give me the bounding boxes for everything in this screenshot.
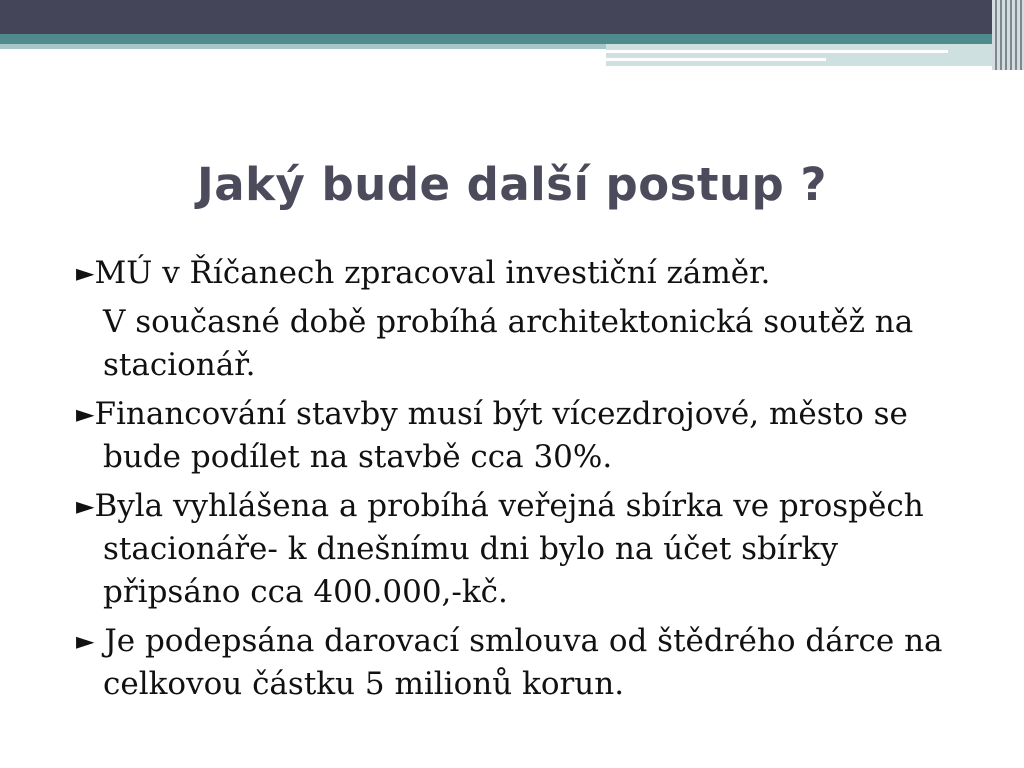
bullet-text: MÚ v Říčanech zpracoval investiční záměr. (94, 255, 771, 291)
header-right-block (606, 44, 1024, 66)
header-vertical-stripes (992, 0, 1024, 70)
continuation-paragraph (76, 301, 976, 387)
bullet-paragraph (76, 620, 976, 706)
bullet-arrow-icon: ► (76, 627, 95, 655)
header-band-teal (0, 34, 1024, 44)
header-right-line (606, 58, 826, 61)
bullet-paragraph (76, 252, 976, 295)
bullet-arrow-icon: ► (76, 400, 95, 428)
bullet-text: Byla vyhlášena a probíhá veřejná sbírka ve prospěch stacionáře- k dnešnímu dni bylo na účet sbírky připsáno cca 400.000,-kč. (94, 488, 924, 610)
bullet-paragraph (76, 393, 976, 479)
bullet-arrow-icon: ► (76, 492, 95, 520)
bullet-arrow-icon: ► (76, 259, 95, 287)
paragraph-text: V současné době probíhá architektonická soutěž na stacionář. (103, 304, 914, 383)
slide-title: Jaký bude další postup ? (196, 158, 827, 211)
bullet-text: Financování stavby musí být vícezdrojové, město se bude podílet na stavbě cca 30%. (94, 396, 908, 475)
slide-body (76, 252, 976, 712)
header-band-dark (0, 0, 1024, 34)
bullet-text: Je podepsána darovací smlouva od štědrého dárce na celkovou částku 5 milionů korun. (94, 623, 943, 702)
bullet-paragraph (76, 485, 976, 614)
header-band-light (0, 44, 606, 49)
header-right-line (606, 50, 948, 53)
